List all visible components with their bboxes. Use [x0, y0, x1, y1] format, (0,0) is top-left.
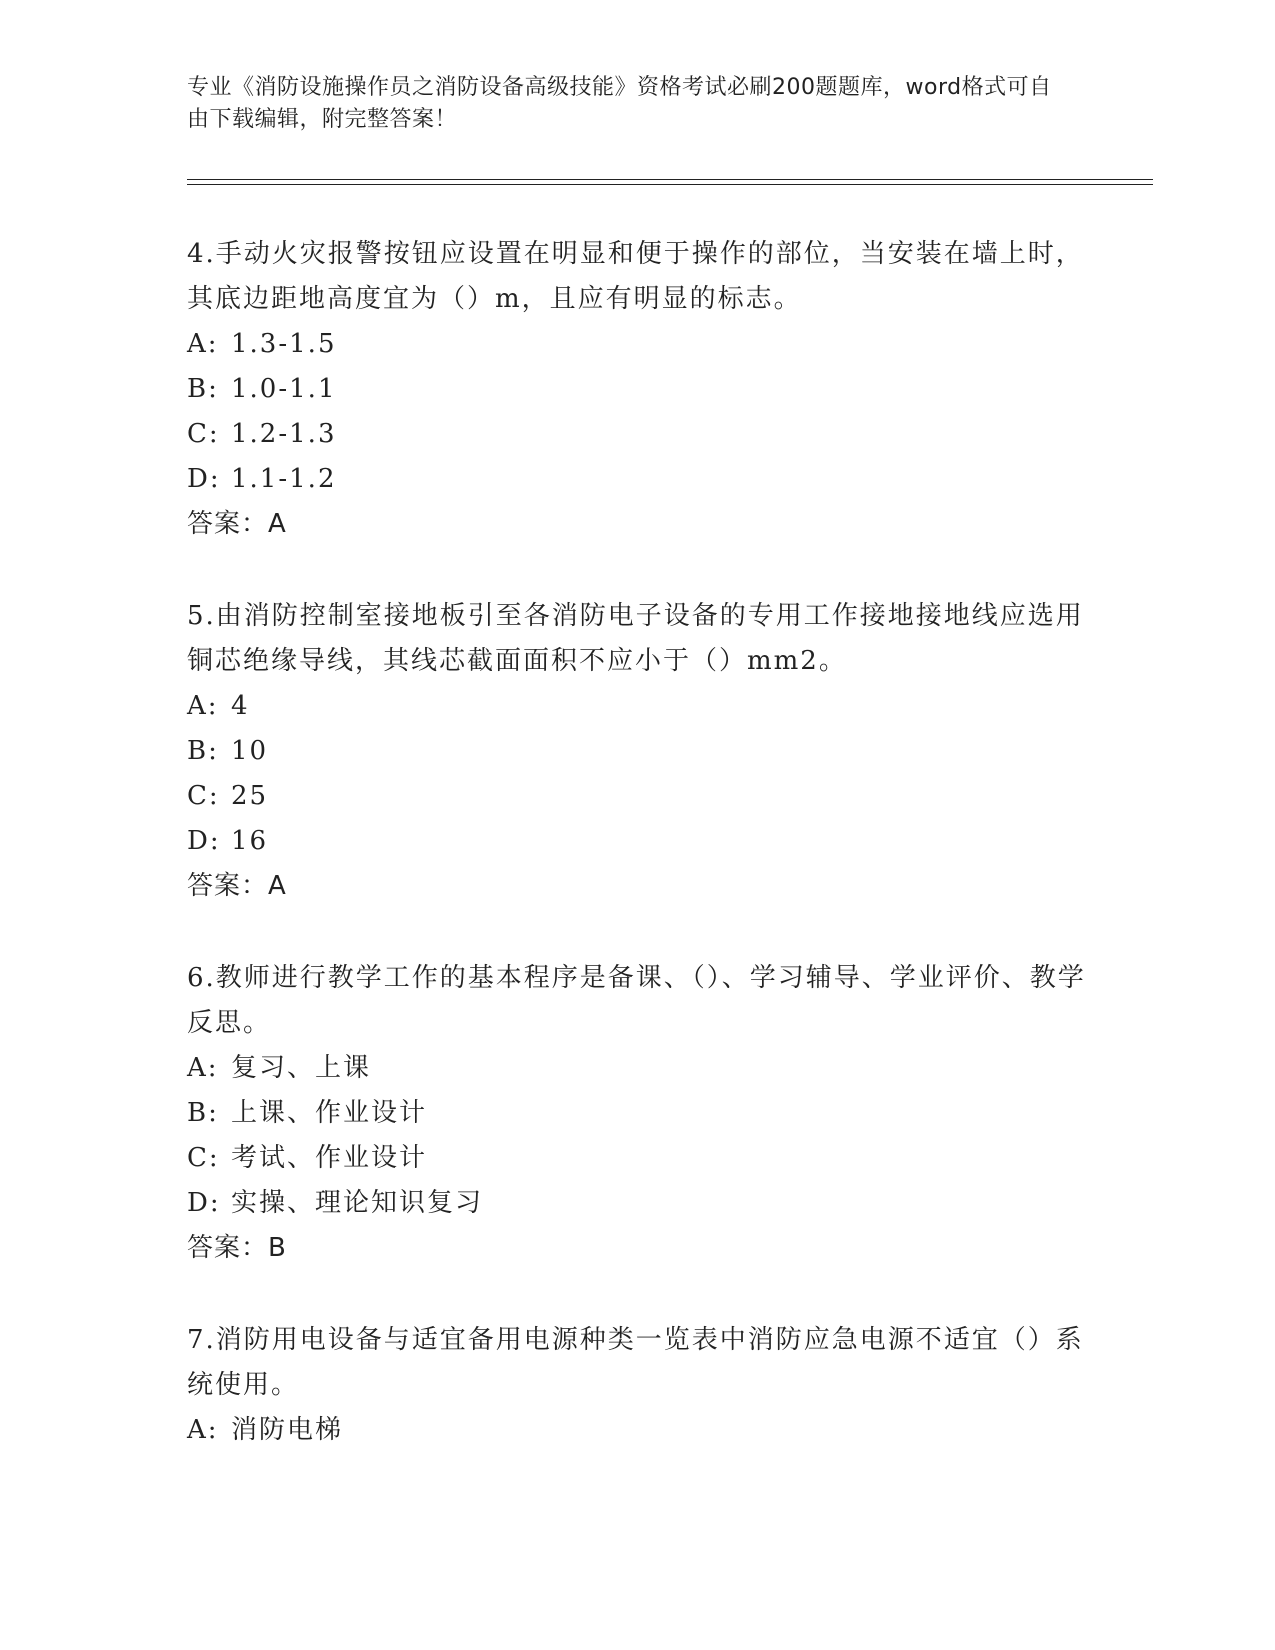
answer-line: 答案：B	[187, 1233, 287, 1263]
option-text: 实操、理论知识复习	[231, 1188, 484, 1218]
option-key: A:	[187, 691, 219, 721]
option-d	[187, 1181, 1087, 1226]
option-text: 1.0-1.1	[231, 374, 337, 404]
option-text: 考试、作业设计	[231, 1143, 428, 1173]
option-key: D:	[187, 1188, 221, 1218]
option-text: 复习、上课	[231, 1053, 372, 1083]
question-stem: 4.手动火灾报警按钮应设置在明显和便于操作的部位，当安装在墙上时，其底边距地高度宜为（）m，且应有明显的标志。	[187, 239, 1084, 314]
question-stem: 5.由消防控制室接地板引至各消防电子设备的专用工作接地接地线应选用铜芯绝缘导线，其线芯截面面积不应小于（）mm2。	[187, 601, 1084, 676]
option-b	[187, 729, 1087, 774]
header-divider-top	[187, 179, 1153, 180]
option-c	[187, 1136, 1087, 1181]
header-divider-bottom	[187, 184, 1153, 185]
option-c	[187, 774, 1087, 819]
question-list	[187, 232, 1087, 1500]
option-key: B:	[187, 736, 219, 766]
option-key: C:	[187, 781, 220, 811]
option-text: 1.1-1.2	[231, 464, 337, 494]
option-text: 16	[231, 826, 269, 856]
option-a	[187, 1408, 1087, 1453]
option-c	[187, 412, 1087, 457]
question-6	[187, 956, 1087, 1271]
question-7	[187, 1318, 1087, 1453]
option-key: B:	[187, 1098, 219, 1128]
option-b	[187, 367, 1087, 412]
option-d	[187, 819, 1087, 864]
option-text: 10	[231, 736, 269, 766]
question-5	[187, 594, 1087, 909]
document-header	[187, 72, 1067, 136]
option-text: 上课、作业设计	[231, 1098, 428, 1128]
option-key: C:	[187, 419, 220, 449]
option-a	[187, 1046, 1087, 1091]
option-b	[187, 1091, 1087, 1136]
option-a	[187, 322, 1087, 367]
option-text: 25	[231, 781, 269, 811]
option-key: C:	[187, 1143, 220, 1173]
option-key: A:	[187, 1053, 219, 1083]
option-text: 1.3-1.5	[231, 329, 337, 359]
option-key: B:	[187, 374, 219, 404]
option-key: A:	[187, 329, 219, 359]
option-key: A:	[187, 1415, 219, 1445]
option-key: D:	[187, 826, 221, 856]
option-key: D:	[187, 464, 221, 494]
option-text: 消防电梯	[231, 1415, 344, 1445]
option-a	[187, 684, 1087, 729]
option-text: 4	[231, 691, 250, 721]
header-text: 专业《消防设施操作员之消防设备高级技能》资格考试必刷200题题库，word格式可自由下载编辑，附完整答案！	[187, 75, 1052, 132]
option-text: 1.2-1.3	[231, 419, 337, 449]
answer-line: 答案：A	[187, 871, 287, 901]
question-stem: 6.教师进行教学工作的基本程序是备课、（）、学习辅导、学业评价、教学反思。	[187, 963, 1086, 1038]
option-d	[187, 457, 1087, 502]
question-4	[187, 232, 1087, 547]
answer-line: 答案：A	[187, 509, 287, 539]
question-stem: 7.消防用电设备与适宜备用电源种类一览表中消防应急电源不适宜（）系统使用。	[187, 1325, 1084, 1400]
